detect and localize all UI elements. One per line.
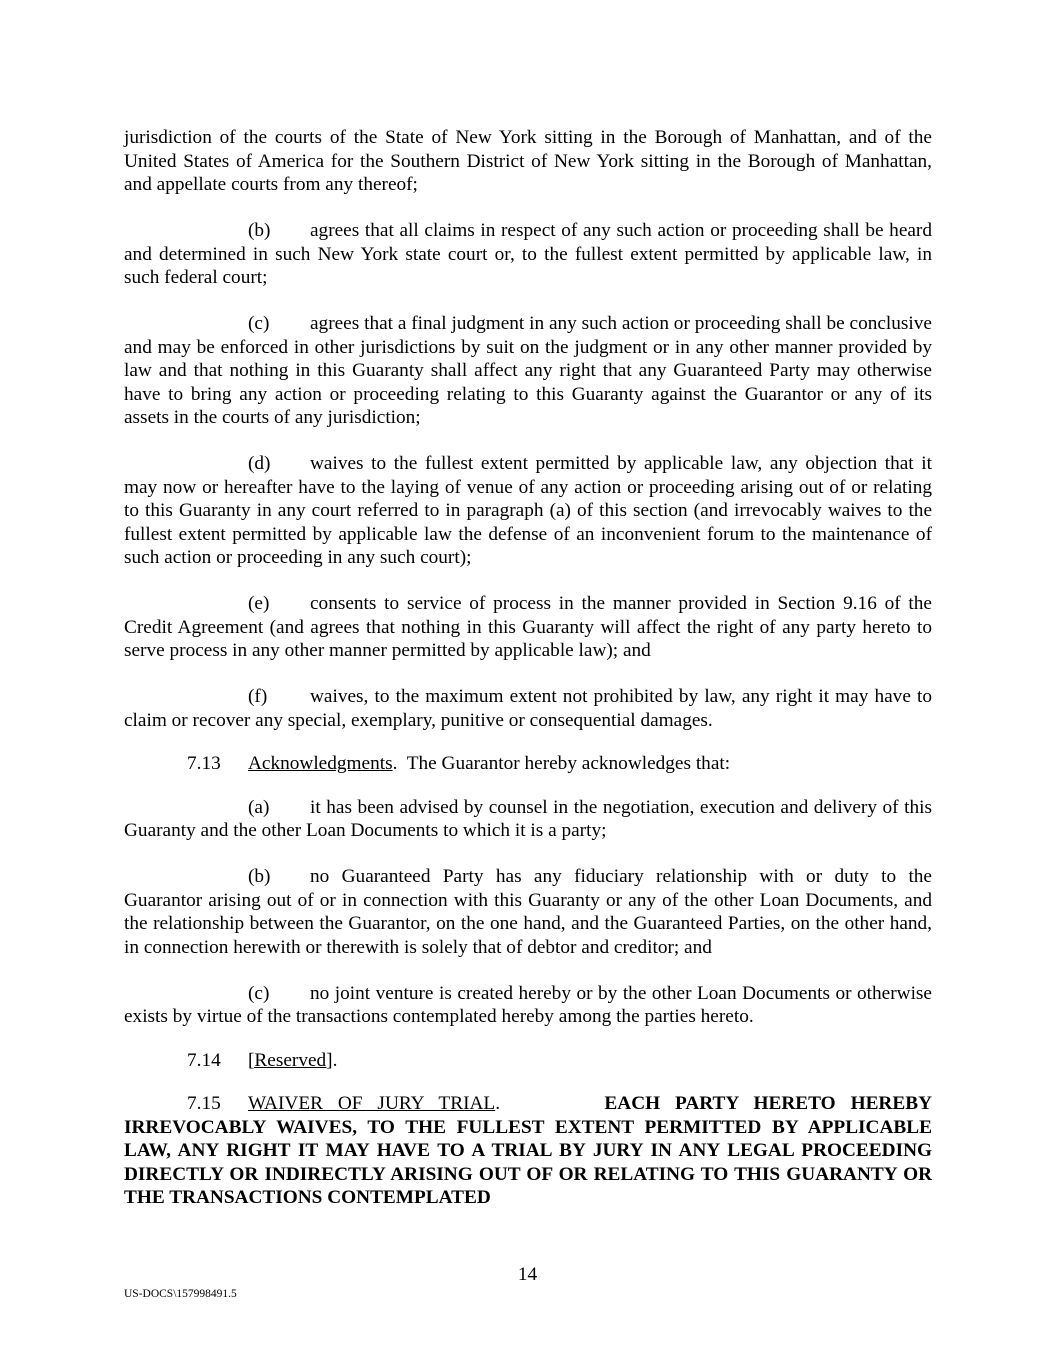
clause-712-f (124, 685, 932, 732)
heading-punct: . (332, 1049, 338, 1071)
document-id: US-DOCS\157998491.5 (124, 1288, 237, 1300)
section-number: 7.15 (187, 1093, 221, 1114)
section-7-13-heading (124, 752, 932, 776)
section-number: 7.13 (187, 753, 221, 774)
section-7-14-heading (124, 1049, 932, 1073)
clause-text: it has been advised by counsel in the negotiation, execution and delivery of this Guaranty and the other Loan Documents to which it is a party; (124, 796, 932, 841)
clause-text: agrees that all claims in respect of any such action or proceeding shall be heard and determined in such New York state court or, to the fullest extent permitted by applicable law, in such federal court; (124, 220, 932, 288)
clause-label: (c) (248, 982, 270, 1004)
clause-713-b (124, 865, 932, 959)
clause-text: waives, to the maximum extent not prohibited by law, any right it may have to claim or recover any special, exemplary, punitive or consequential damages. (124, 686, 932, 731)
clause-label: (c) (248, 313, 270, 334)
intro-paragraph: jurisdiction of the courts of the State of New York sitting in the Borough of Manhattan, and of the United States of America for the Southern District of New York sitting in the Borough of Manhattan, and appellate courts from any thereof; (124, 127, 932, 195)
clause-label: (d) (248, 453, 271, 474)
section-heading: WAIVER OF JURY TRIAL (248, 1093, 496, 1114)
document-page (124, 126, 932, 1210)
clause-label: (e) (248, 593, 270, 614)
heading-punct: . (392, 753, 398, 774)
heading-punct: . (495, 1093, 501, 1114)
clause-text: no joint venture is created hereby or by the other Loan Documents or otherwise exists by virtue of the transactions contemplated hereby among the parties hereto. (124, 982, 932, 1027)
clause-label: (f) (248, 686, 268, 707)
clause-text: waives to the fullest extent permitted by applicable law, any objection that it may now or hereafter have to the laying of venue of any action or proceeding arising out of or relating to this Guaranty in any court referred to in paragraph (a) of this section (and irrevocably waives to the fullest extent permitted by applicable law the defense of an inconvenient forum to the maintenance of such action or proceeding in any such court); (124, 453, 932, 568)
clause-712-b (124, 219, 932, 290)
clause-712-c (124, 312, 932, 430)
jury-waiver-text: EACH PARTY HERETO HEREBY IRREVOCABLY WAIVES, TO THE FULLEST EXTENT PERMITTED BY APPLICABLE LAW, ANY RIGHT IT MAY HAVE TO A TRIAL BY JURY IN ANY LEGAL PROCEEDING DIRECTLY OR INDIRECTLY ARISING OUT OF OR RELATING TO THIS GUARANTY OR THE TRANSACTIONS CONTEMPLATED (124, 1093, 933, 1208)
page-number: 14 (517, 1264, 538, 1285)
section-7-15 (124, 1092, 932, 1210)
clause-label: (a) (248, 796, 270, 818)
clause-text: agrees that a final judgment in any such action or proceeding shall be conclusive and may be enforced in other jurisdictions by suit on the judgment or in any other manner provided by law and that nothing in this Guaranty shall affect any right that any Guaranteed Party may otherwise have to bring any action or proceeding relating to this Guaranty against the Guarantor or any of its assets in the courts of any jurisdiction; (124, 313, 932, 428)
clause-712-d (124, 452, 932, 570)
section-lead: The Guarantor hereby acknowledges that: (406, 753, 731, 774)
clause-text: consents to service of process in the manner provided in Section 9.16 of the Credit Agreement (and agrees that nothing in this Guaranty will affect the right of any party hereto to serve process in any other manner permitted by applicable law); and (124, 593, 932, 661)
clause-712-e (124, 592, 932, 663)
section-number: 7.14 (187, 1049, 221, 1071)
clause-text: no Guaranteed Party has any fiduciary relationship with or duty to the Guarantor arising out of or in connection with this Guaranty or any of the other Loan Documents, and the relationship between the Guarantor, on the one hand, and the Guaranteed Parties, on the other hand, in connection herewith or therewith is solely that of debtor and creditor; and (124, 866, 932, 958)
clause-713-c (124, 982, 932, 1029)
clause-label: (b) (248, 220, 271, 241)
section-heading: Acknowledgments (248, 753, 393, 774)
clause-label: (b) (248, 866, 271, 887)
section-heading: [Reserved] (248, 1049, 333, 1071)
clause-713-a (124, 796, 932, 843)
